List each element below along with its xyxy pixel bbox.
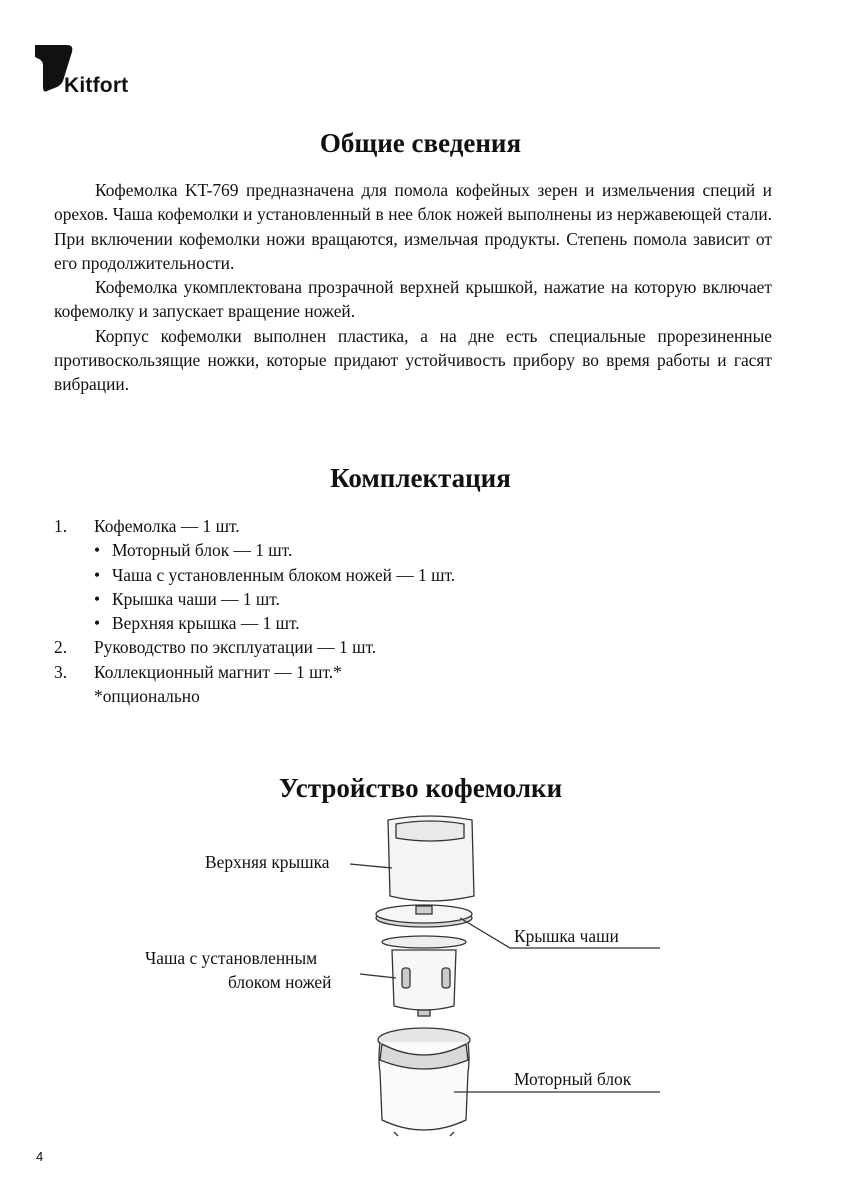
page-number: 4 — [36, 1149, 44, 1164]
label-bowl-lid: Крышка чаши — [514, 926, 619, 946]
kit-list — [54, 514, 455, 708]
section-title-device: Устройство кофемолки — [278, 773, 563, 803]
paragraph: Кофемолка KT-769 предназначена для помола кофейных зерен и измельчения специй и орехов. Чаша кофемолки и установленный в нее блок ножей выполнены из нержавеющей стали. При включении кофемолки ножи вращаются, измельчая продукты. Степень помола зависит от его продолжительности. — [54, 180, 772, 273]
paragraph: Кофемолка укомплектована прозрачной верхней крышкой, нажатие на которую включает кофемолку и запускает вращение ножей. — [54, 277, 772, 322]
label-bowl-line2: блоком ножей — [228, 972, 332, 992]
leader-top-lid — [350, 864, 392, 868]
motor-block-illustration — [378, 1028, 470, 1136]
brand-name: Kitfort — [64, 74, 129, 97]
general-text — [54, 178, 772, 397]
list-item: 3. Коллекционный магнит — 1 шт.* — [54, 661, 342, 682]
section-title-general: Общие сведения — [319, 128, 522, 158]
list-subitem: • Чаша с установленным блоком ножей — 1 шт. — [94, 564, 456, 585]
label-bowl-line1: Чаша с установленным — [145, 948, 318, 968]
label-motor-block: Моторный блок — [514, 1069, 632, 1089]
top-lid-illustration — [388, 816, 474, 901]
section-title-kit: Комплектация — [330, 463, 511, 493]
bowl-lid-illustration — [376, 905, 472, 927]
label-top-lid: Верхняя крышка — [205, 852, 330, 872]
list-subitem: • Крышка чаши — 1 шт. — [94, 588, 280, 609]
leader-bowl — [360, 974, 396, 978]
list-item: 2. Руководство по эксплуатации — 1 шт. — [54, 637, 377, 658]
bowl-illustration — [382, 936, 466, 1016]
list-subitem: • Моторный блок — 1 шт. — [94, 540, 293, 561]
list-item: 1. Кофемолка — 1 шт. — [54, 516, 240, 536]
list-subitem: • Верхняя крышка — 1 шт. — [94, 613, 300, 634]
paragraph: Корпус кофемолки выполнен пластика, а на дне есть специальные прорезиненные противоскользящие ножки, которые придают устойчивость прибору во время работы и гасят вибрации. — [54, 325, 772, 395]
list-note: *опционально — [94, 686, 200, 707]
